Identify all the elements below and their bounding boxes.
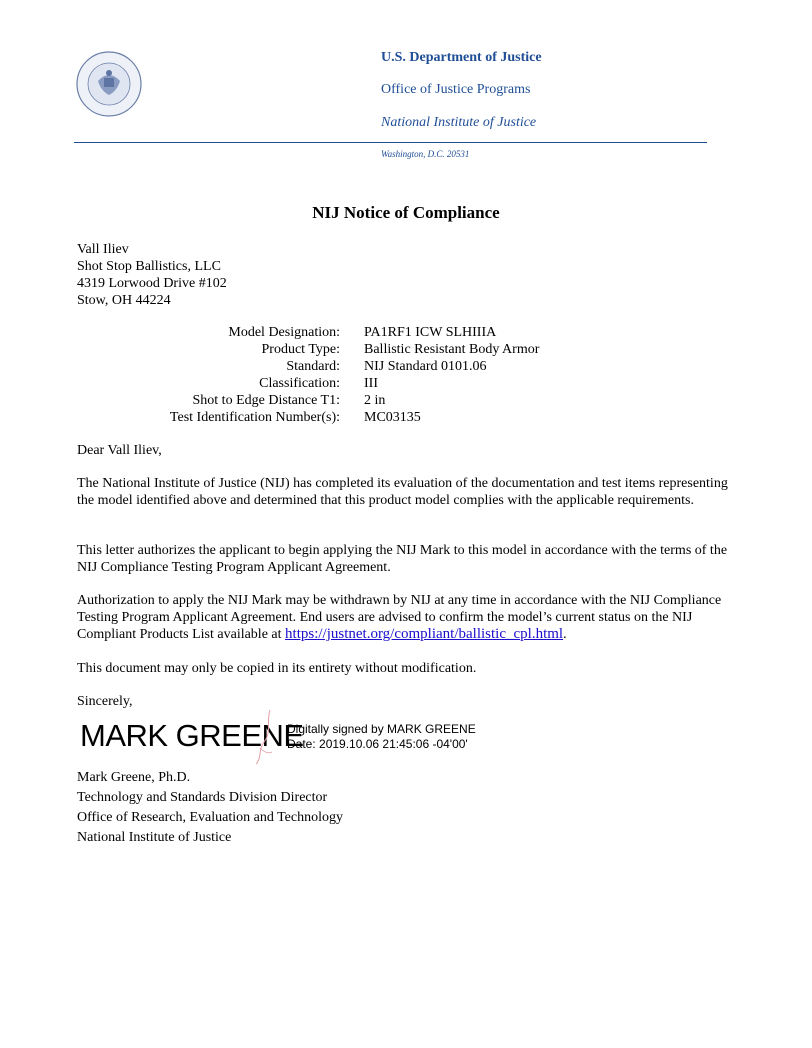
greeting: Dear Vall Iliev, bbox=[77, 443, 162, 458]
signer-title: Technology and Standards Division Director bbox=[77, 790, 328, 805]
paragraph-copy-notice: This document may only be copied in its entirety without modification. bbox=[77, 661, 477, 676]
closing: Sincerely, bbox=[77, 694, 133, 709]
spec-label: Test Identification Number(s): bbox=[169, 410, 340, 425]
spec-row bbox=[140, 324, 539, 341]
signer-name: Mark Greene, Ph.D. bbox=[77, 770, 191, 785]
product-specs bbox=[140, 324, 539, 426]
spec-row bbox=[140, 392, 539, 409]
paragraph-withdrawal bbox=[77, 592, 737, 643]
recipient-company: Shot Stop Ballistics, LLC bbox=[77, 259, 221, 274]
signer-office: Office of Research, Evaluation and Technology bbox=[77, 810, 343, 825]
document-title: NIJ Notice of Compliance bbox=[312, 203, 500, 222]
paragraph-evaluation: The National Institute of Justice (NIJ) has completed its evaluation of the documentation and test items representing the model identified above and determined that this product model complies with the applicable requirements. bbox=[77, 476, 728, 508]
signature-name: MARK GREENE bbox=[80, 718, 304, 753]
spec-label: Shot to Edge Distance T1: bbox=[192, 393, 340, 408]
spec-label: Classification: bbox=[259, 376, 340, 391]
letterhead-institute: National Institute of Justice bbox=[381, 115, 537, 130]
recipient-name: Vall Iliev bbox=[77, 242, 129, 257]
digital-signature-signer: Digitally signed by MARK GREENE bbox=[287, 722, 476, 736]
compliant-products-link[interactable]: https://justnet.org/compliant/ballistic_cpl.html bbox=[285, 626, 564, 642]
digital-signature-details bbox=[287, 722, 476, 752]
spec-value: NIJ Standard 0101.06 bbox=[364, 359, 487, 374]
spec-label: Product Type: bbox=[261, 342, 340, 357]
doj-seal-logo bbox=[76, 51, 142, 117]
recipient-street: 4319 Lorwood Drive #102 bbox=[77, 276, 227, 291]
signature-flourish-icon bbox=[248, 708, 278, 766]
letterhead-office: Office of Justice Programs bbox=[381, 82, 531, 97]
signer-block bbox=[77, 768, 343, 848]
spec-value: PA1RF1 ICW SLHIIIA bbox=[364, 325, 497, 340]
spec-value: MC03135 bbox=[364, 410, 421, 425]
signer-agency: National Institute of Justice bbox=[77, 830, 232, 845]
spec-label: Model Designation: bbox=[228, 325, 340, 340]
paragraph-authorization: This letter authorizes the applicant to begin applying the NIJ Mark to this model in accordance with the terms of the NIJ Compliance Testing Program Applicant Agreement. bbox=[77, 543, 728, 575]
spec-value: Ballistic Resistant Body Armor bbox=[364, 342, 540, 357]
digital-signature-date: Date: 2019.10.06 21:45:06 -04'00' bbox=[287, 737, 468, 751]
spec-row bbox=[140, 358, 539, 375]
letterhead-city: Washington, D.C. 20531 bbox=[381, 149, 470, 159]
letterhead-divider bbox=[74, 142, 707, 143]
spec-row bbox=[140, 341, 539, 358]
paragraph-withdrawal-text: Authorization to apply the NIJ Mark may be withdrawn by NIJ at any time in accordance with the NIJ Compliance Testing Program Applicant Agreement. End users are advised to confirm the model’s current status on the NIJ Compliant Products List available at bbox=[77, 593, 722, 642]
paragraph-withdrawal-end: . bbox=[563, 627, 567, 642]
letterhead-department: U.S. Department of Justice bbox=[381, 50, 542, 65]
spec-row bbox=[140, 375, 539, 392]
spec-label: Standard: bbox=[286, 359, 340, 374]
spec-row bbox=[140, 409, 539, 426]
recipient-address bbox=[77, 241, 227, 309]
spec-value: III bbox=[364, 376, 378, 391]
spec-value: 2 in bbox=[364, 393, 386, 408]
recipient-city: Stow, OH 44224 bbox=[77, 293, 171, 308]
